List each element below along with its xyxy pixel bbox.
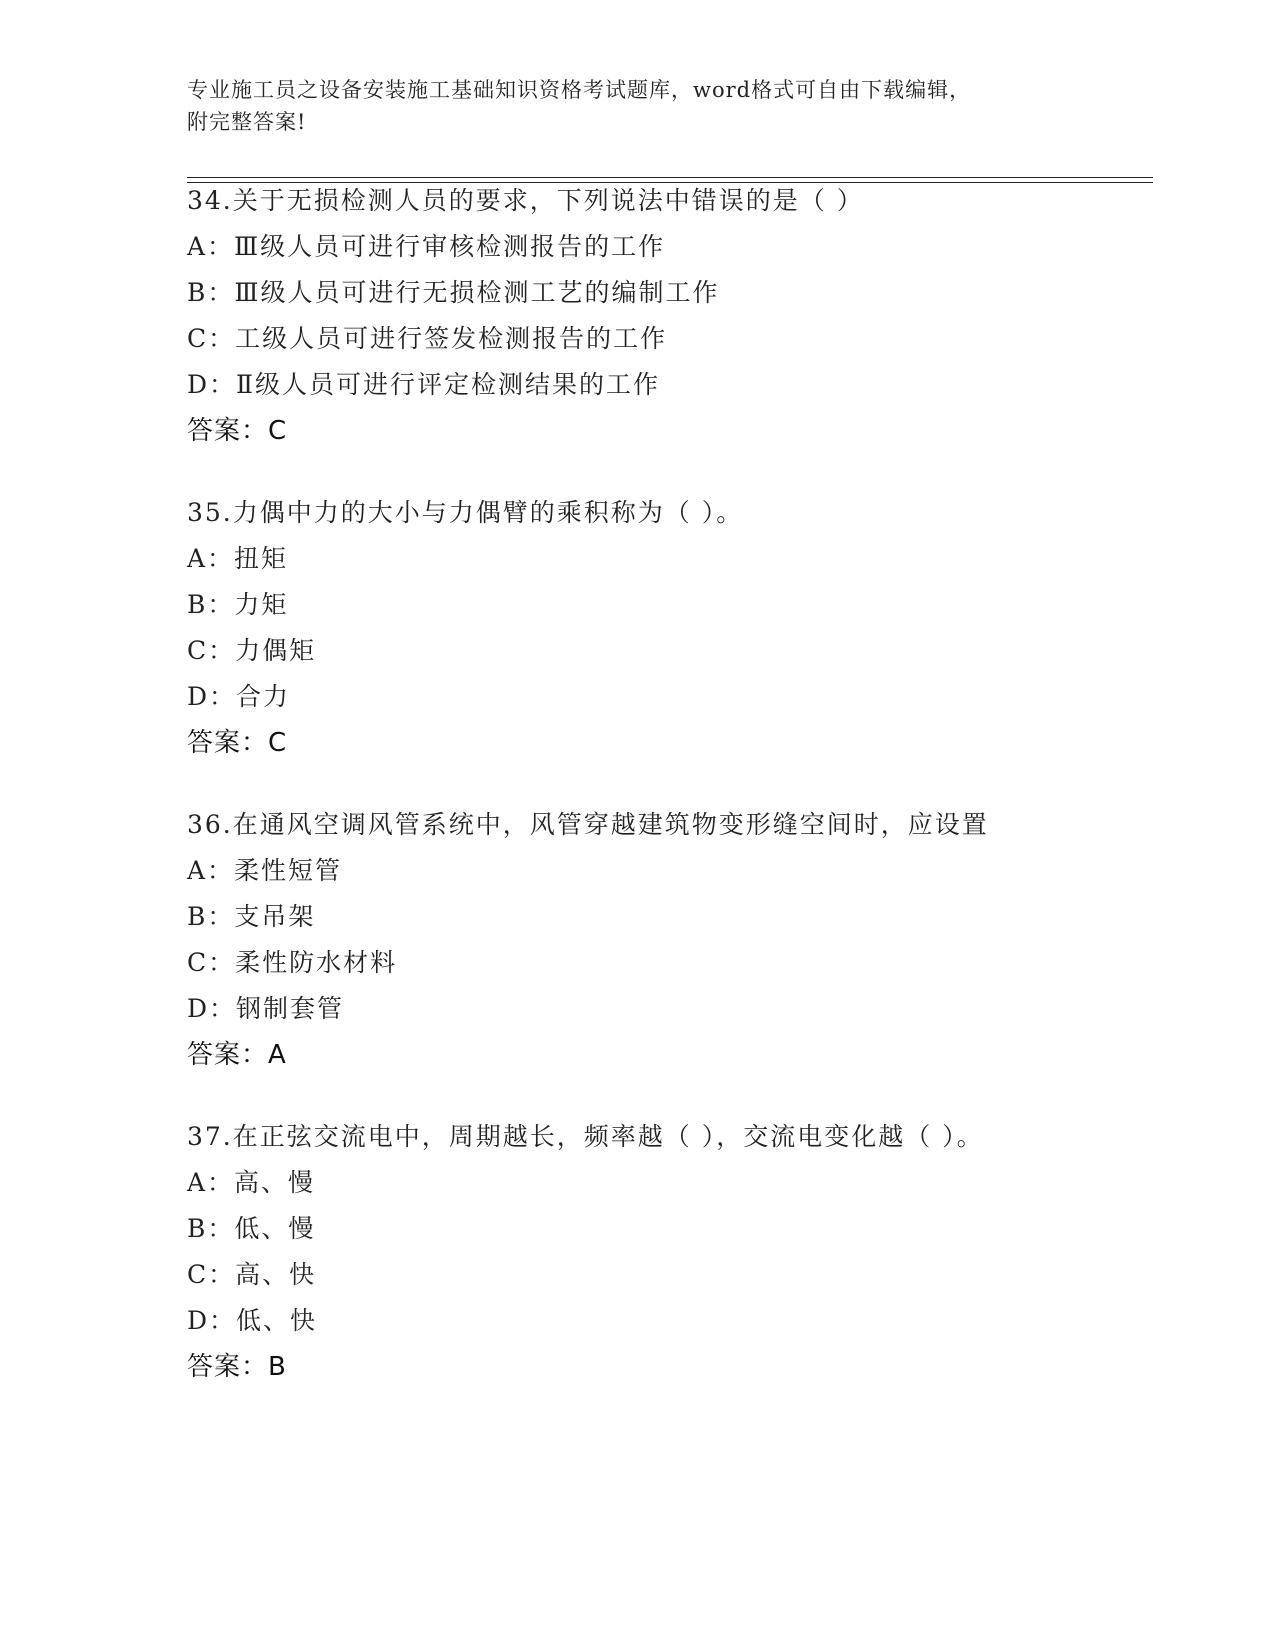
option-a: A：Ⅲ级人员可进行审核检测报告的工作 [187, 232, 666, 261]
answer-line: 答案：A [187, 1040, 287, 1070]
option-d: D：合力 [187, 682, 291, 711]
option-b: B：力矩 [187, 590, 289, 619]
question-34 [187, 178, 1147, 454]
answer-line: 答案：B [187, 1352, 287, 1382]
option-c: C：高、快 [187, 1260, 317, 1289]
header-line-1: 专业施工员之设备安装施工基础知识资格考试题库，word格式可自由下载编辑， [187, 78, 972, 102]
option-c: C：柔性防水材料 [187, 948, 398, 977]
option-d: D：低、快 [187, 1306, 318, 1335]
option-d: D：钢制套管 [187, 994, 345, 1023]
option-a: A：扭矩 [187, 544, 289, 573]
answer-line: 答案：C [187, 416, 288, 446]
question-35 [187, 490, 1147, 766]
option-c: C：工级人员可进行签发检测报告的工作 [187, 324, 668, 353]
option-d: D：Ⅱ级人员可进行评定检测结果的工作 [187, 370, 661, 399]
question-stem: 36.在通风空调风管系统中，风管穿越建筑物变形缝空间时，应设置 [187, 810, 989, 839]
header-line-2: 附完整答案! [187, 110, 307, 134]
question-36 [187, 802, 1147, 1078]
option-b: B：支吊架 [187, 902, 316, 931]
question-37 [187, 1114, 1147, 1390]
option-a: A：柔性短管 [187, 856, 343, 885]
document-header [187, 74, 1087, 138]
answer-line: 答案：C [187, 728, 288, 758]
option-b: B：低、慢 [187, 1214, 316, 1243]
question-stem: 37.在正弦交流电中，周期越长，频率越（ ），交流电变化越（ ）。 [187, 1122, 984, 1151]
option-c: C：力偶矩 [187, 636, 317, 665]
option-a: A：高、慢 [187, 1168, 316, 1197]
question-stem: 34.关于无损检测人员的要求，下列说法中错误的是（ ） [187, 186, 864, 215]
question-stem: 35.力偶中力的大小与力偶臂的乘积称为（ ）。 [187, 498, 744, 527]
option-b: B：Ⅲ级人员可进行无损检测工艺的编制工作 [187, 278, 720, 307]
